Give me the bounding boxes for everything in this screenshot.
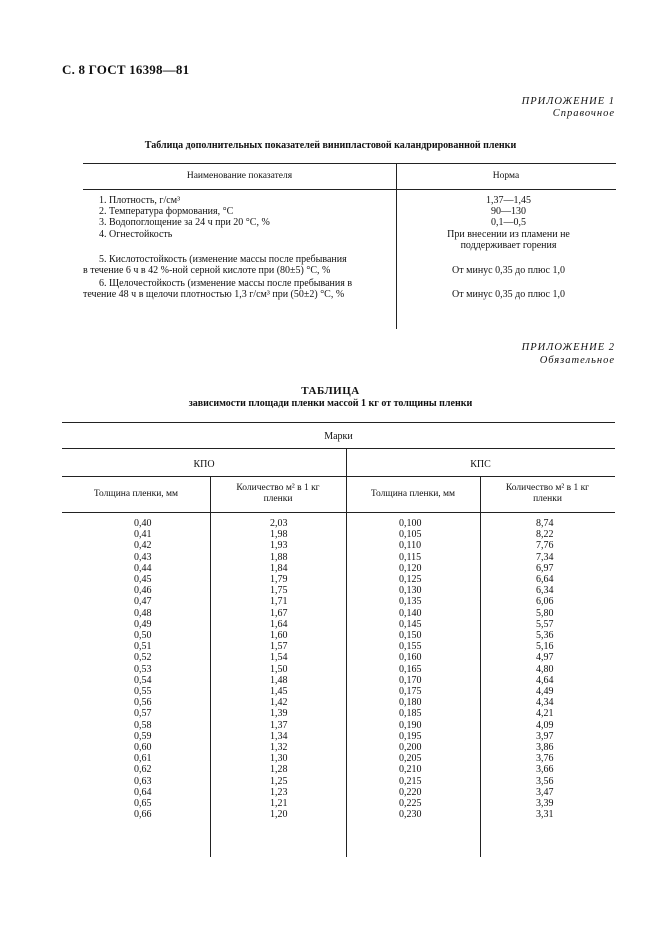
thickness-kps-cell: 0,135 [399,596,422,608]
qty-kpo-cell: 1,34 [270,730,288,742]
qty-kps-cell: 3,66 [536,764,554,776]
table-1-col-norm-header: Норма [492,171,520,181]
qty-kps-cell: 5,80 [536,607,554,619]
appendix-1-status: Справочное [552,108,615,119]
table-row [62,776,615,787]
appendix-1-label: ПРИЛОЖЕНИЕ 1 [521,96,615,107]
qty-kpo-cell: 1,45 [270,686,288,697]
qty-kpo-cell: 1,88 [270,551,288,563]
property-norm: При внесении из пламени не [447,229,570,240]
thickness-kps-cell: 0,140 [399,607,422,619]
thickness-kpo-cell: 0,40 [134,518,152,529]
thickness-kpo-cell: 0,42 [134,540,152,552]
property-name: в течение 6 ч в 42 %-ной серной кислоте при (80±5) °С, % [83,265,331,276]
thickness-kpo-cell: 0,59 [134,730,152,742]
qty-kps-cell: 4,49 [536,686,554,697]
thickness-kpo-cell: 0,56 [134,697,152,709]
table-1-col-name-header: Наименование показателя [186,171,293,181]
col-thickness-kpo: Толщина пленки, мм [93,489,179,499]
table-row [62,619,615,630]
thickness-kps-cell: 0,105 [399,529,422,541]
thickness-kps-cell: 0,145 [399,618,422,630]
table-row [62,753,615,764]
table-row [62,608,615,619]
col-qty-kpo-line2: пленки [263,494,293,504]
thickness-kpo-cell: 0,62 [134,764,152,776]
thickness-kpo-cell: 0,65 [134,798,152,809]
qty-kpo-cell: 1,42 [270,697,288,709]
thickness-kpo-cell: 0,45 [134,574,152,585]
thickness-kps-cell: 0,155 [399,641,422,653]
table-row [62,641,615,652]
thickness-kpo-cell: 0,52 [134,652,152,664]
table-2-title: ТАБЛИЦА [301,385,360,397]
property-norm: поддерживает горения [460,240,557,251]
appendix-2-label: ПРИЛОЖЕНИЕ 2 [521,342,615,353]
table-row [62,664,615,675]
qty-kpo-cell: 1,23 [270,786,288,798]
table-1-header-rule [83,189,616,190]
qty-kpo-cell: 1,28 [270,764,288,776]
thickness-kpo-cell: 0,44 [134,562,152,574]
qty-kpo-cell: 1,39 [270,708,288,720]
brands-header: Марки [324,431,353,442]
thickness-kps-cell: 0,195 [399,730,422,742]
thickness-kps-cell: 0,120 [399,562,422,574]
table-row [62,652,615,663]
qty-kpo-cell: 1,25 [270,775,288,787]
table-row [62,596,615,607]
qty-kpo-cell: 1,93 [270,540,288,552]
property-norm: От минус 0,35 до плюс 1,0 [452,265,565,276]
table-1-column-divider [396,163,397,329]
property-name: 4. Огнестойкость [99,229,173,240]
thickness-kpo-cell: 0,47 [134,596,152,608]
property-norm: 90—130 [491,206,526,217]
property-name: течение 48 ч в щелочи плотностью 1,3 г/см³ при (50±2) °С, % [83,289,345,300]
qty-kpo-cell: 1,21 [270,798,288,809]
thickness-kpo-cell: 0,48 [134,607,152,619]
qty-kpo-cell: 1,37 [270,719,288,731]
thickness-kps-cell: 0,210 [399,764,422,776]
table-row [62,540,615,551]
thickness-kps-cell: 0,110 [399,540,422,552]
table-2-rule [62,476,615,477]
thickness-kpo-cell: 0,49 [134,618,152,630]
qty-kpo-cell: 1,79 [270,574,288,585]
table-2-subtitle: зависимости площади пленки массой 1 кг от толщины пленки [188,398,473,409]
thickness-kpo-cell: 0,57 [134,708,152,720]
qty-kpo-cell: 1,67 [270,607,288,619]
thickness-kpo-cell: 0,50 [134,630,152,641]
qty-kps-cell: 7,34 [536,551,554,563]
property-name: 2. Температура формования, °С [99,206,234,217]
qty-kps-cell: 3,39 [536,798,554,809]
thickness-kps-cell: 0,220 [399,786,422,798]
qty-kps-cell: 6,97 [536,562,554,574]
qty-kpo-cell: 1,84 [270,562,288,574]
qty-kps-cell: 5,36 [536,630,554,641]
thickness-kpo-cell: 0,60 [134,742,152,753]
thickness-kps-cell: 0,200 [399,742,422,753]
thickness-kps-cell: 0,185 [399,708,422,720]
table-row [62,585,615,596]
thickness-kps-cell: 0,170 [399,674,422,686]
col-qty-kps [480,483,615,505]
thickness-kps-cell: 0,150 [399,630,422,641]
col-thickness-kps: Толщина пленки, мм [370,489,456,499]
col-qty-kps-line2: пленки [533,494,562,504]
thickness-kps-cell: 0,160 [399,652,422,664]
property-name: 6. Щелочестойкость (изменение массы после пребывания в [99,278,353,289]
qty-kps-cell: 4,64 [536,674,554,686]
thickness-kpo-cell: 0,51 [134,641,152,653]
table-row [62,809,615,820]
qty-kps-cell: 4,34 [536,697,554,709]
thickness-kps-cell: 0,215 [399,775,422,787]
qty-kpo-cell: 1,48 [270,674,288,686]
thickness-kps-cell: 0,115 [399,551,422,563]
qty-kps-cell: 6,34 [536,585,554,597]
table-row [62,787,615,798]
table-1-top-rule [83,163,616,164]
thickness-kps-cell: 0,205 [399,753,422,765]
group-kpo-header: КПО [193,459,215,470]
thickness-kpo-cell: 0,61 [134,753,152,765]
qty-kps-cell: 3,47 [536,786,554,798]
qty-kps-cell: 3,97 [536,730,554,742]
qty-kpo-cell: 1,20 [270,809,288,821]
thickness-kpo-cell: 0,55 [134,686,152,697]
table-row [62,518,615,529]
qty-kps-cell: 3,56 [536,775,554,787]
thickness-kpo-cell: 0,41 [134,529,152,541]
table-2-top-rule [62,422,615,423]
thickness-kps-cell: 0,100 [399,518,422,529]
page-header: С. 8 ГОСТ 16398—81 [62,62,190,77]
thickness-kpo-cell: 0,54 [134,674,152,686]
thickness-kpo-cell: 0,43 [134,551,152,563]
property-norm: 0,1—0,5 [491,217,526,228]
qty-kpo-cell: 1,64 [270,618,288,630]
group-kps-header: КПС [470,459,491,470]
table-row [62,764,615,775]
col-qty-kpo [210,483,346,505]
thickness-kps-cell: 0,125 [399,574,422,585]
thickness-kpo-cell: 0,53 [134,663,152,675]
thickness-kps-cell: 0,190 [399,719,422,731]
table-2-header-rule [62,512,615,513]
table-row [62,563,615,574]
qty-kpo-cell: 1,60 [270,630,288,641]
property-name: 3. Водопоглощение за 24 ч при 20 °С, % [99,217,270,228]
qty-kpo-cell: 1,71 [270,596,288,608]
qty-kpo-cell: 2,03 [270,518,288,529]
qty-kps-cell: 8,22 [536,529,554,541]
thickness-kps-cell: 0,180 [399,697,422,709]
qty-kpo-cell: 1,98 [270,529,288,541]
thickness-kps-cell: 0,165 [399,663,422,675]
table-1-title: Таблица дополнительных показателей винипластовой каландрированной пленки [144,140,517,151]
table-row [62,574,615,585]
qty-kps-cell: 5,16 [536,641,554,653]
qty-kps-cell: 4,80 [536,663,554,675]
table-row [62,552,615,563]
thickness-kps-cell: 0,225 [399,798,422,809]
thickness-kpo-cell: 0,64 [134,786,152,798]
qty-kps-cell: 4,97 [536,652,554,664]
table-row [62,742,615,753]
property-name: 5. Кислотостойкость (изменение массы после пребывания [99,254,347,265]
thickness-kpo-cell: 0,46 [134,585,152,597]
qty-kpo-cell: 1,32 [270,742,288,753]
table-row [62,697,615,708]
qty-kpo-cell: 1,50 [270,663,288,675]
qty-kpo-cell: 1,57 [270,641,288,653]
property-norm: От минус 0,35 до плюс 1,0 [452,289,565,300]
thickness-kps-cell: 0,175 [399,686,422,697]
table-row [62,731,615,742]
table-row [62,686,615,697]
table-row [62,529,615,540]
qty-kpo-cell: 1,75 [270,585,288,597]
thickness-kpo-cell: 0,66 [134,809,152,821]
table-row [62,708,615,719]
property-norm: 1,37—1,45 [486,195,531,206]
thickness-kps-cell: 0,230 [399,809,422,821]
qty-kps-cell: 4,21 [536,708,554,720]
col-qty-kpo-line1: Количество м² в 1 кг [236,483,320,493]
property-name: 1. Плотность, г/см³ [99,195,181,206]
thickness-kps-cell: 0,130 [399,585,422,597]
qty-kps-cell: 3,76 [536,753,554,765]
col-qty-kps-line1: Количество м² в 1 кг [505,483,590,493]
appendix-2-status: Обязательное [539,355,615,366]
thickness-kpo-cell: 0,63 [134,775,152,787]
qty-kpo-cell: 1,30 [270,753,288,765]
table-row [62,675,615,686]
qty-kps-cell: 7,76 [536,540,554,552]
qty-kps-cell: 4,09 [536,719,554,731]
qty-kps-cell: 8,74 [536,518,554,529]
table-row [62,720,615,731]
qty-kps-cell: 6,06 [536,596,554,608]
qty-kps-cell: 3,31 [536,809,554,821]
qty-kpo-cell: 1,54 [270,652,288,664]
qty-kps-cell: 3,86 [536,742,554,753]
table-row [62,798,615,809]
thickness-kpo-cell: 0,58 [134,719,152,731]
table-row [62,630,615,641]
table-2-rule [62,448,615,449]
qty-kps-cell: 6,64 [536,574,554,585]
qty-kps-cell: 5,57 [536,618,554,630]
